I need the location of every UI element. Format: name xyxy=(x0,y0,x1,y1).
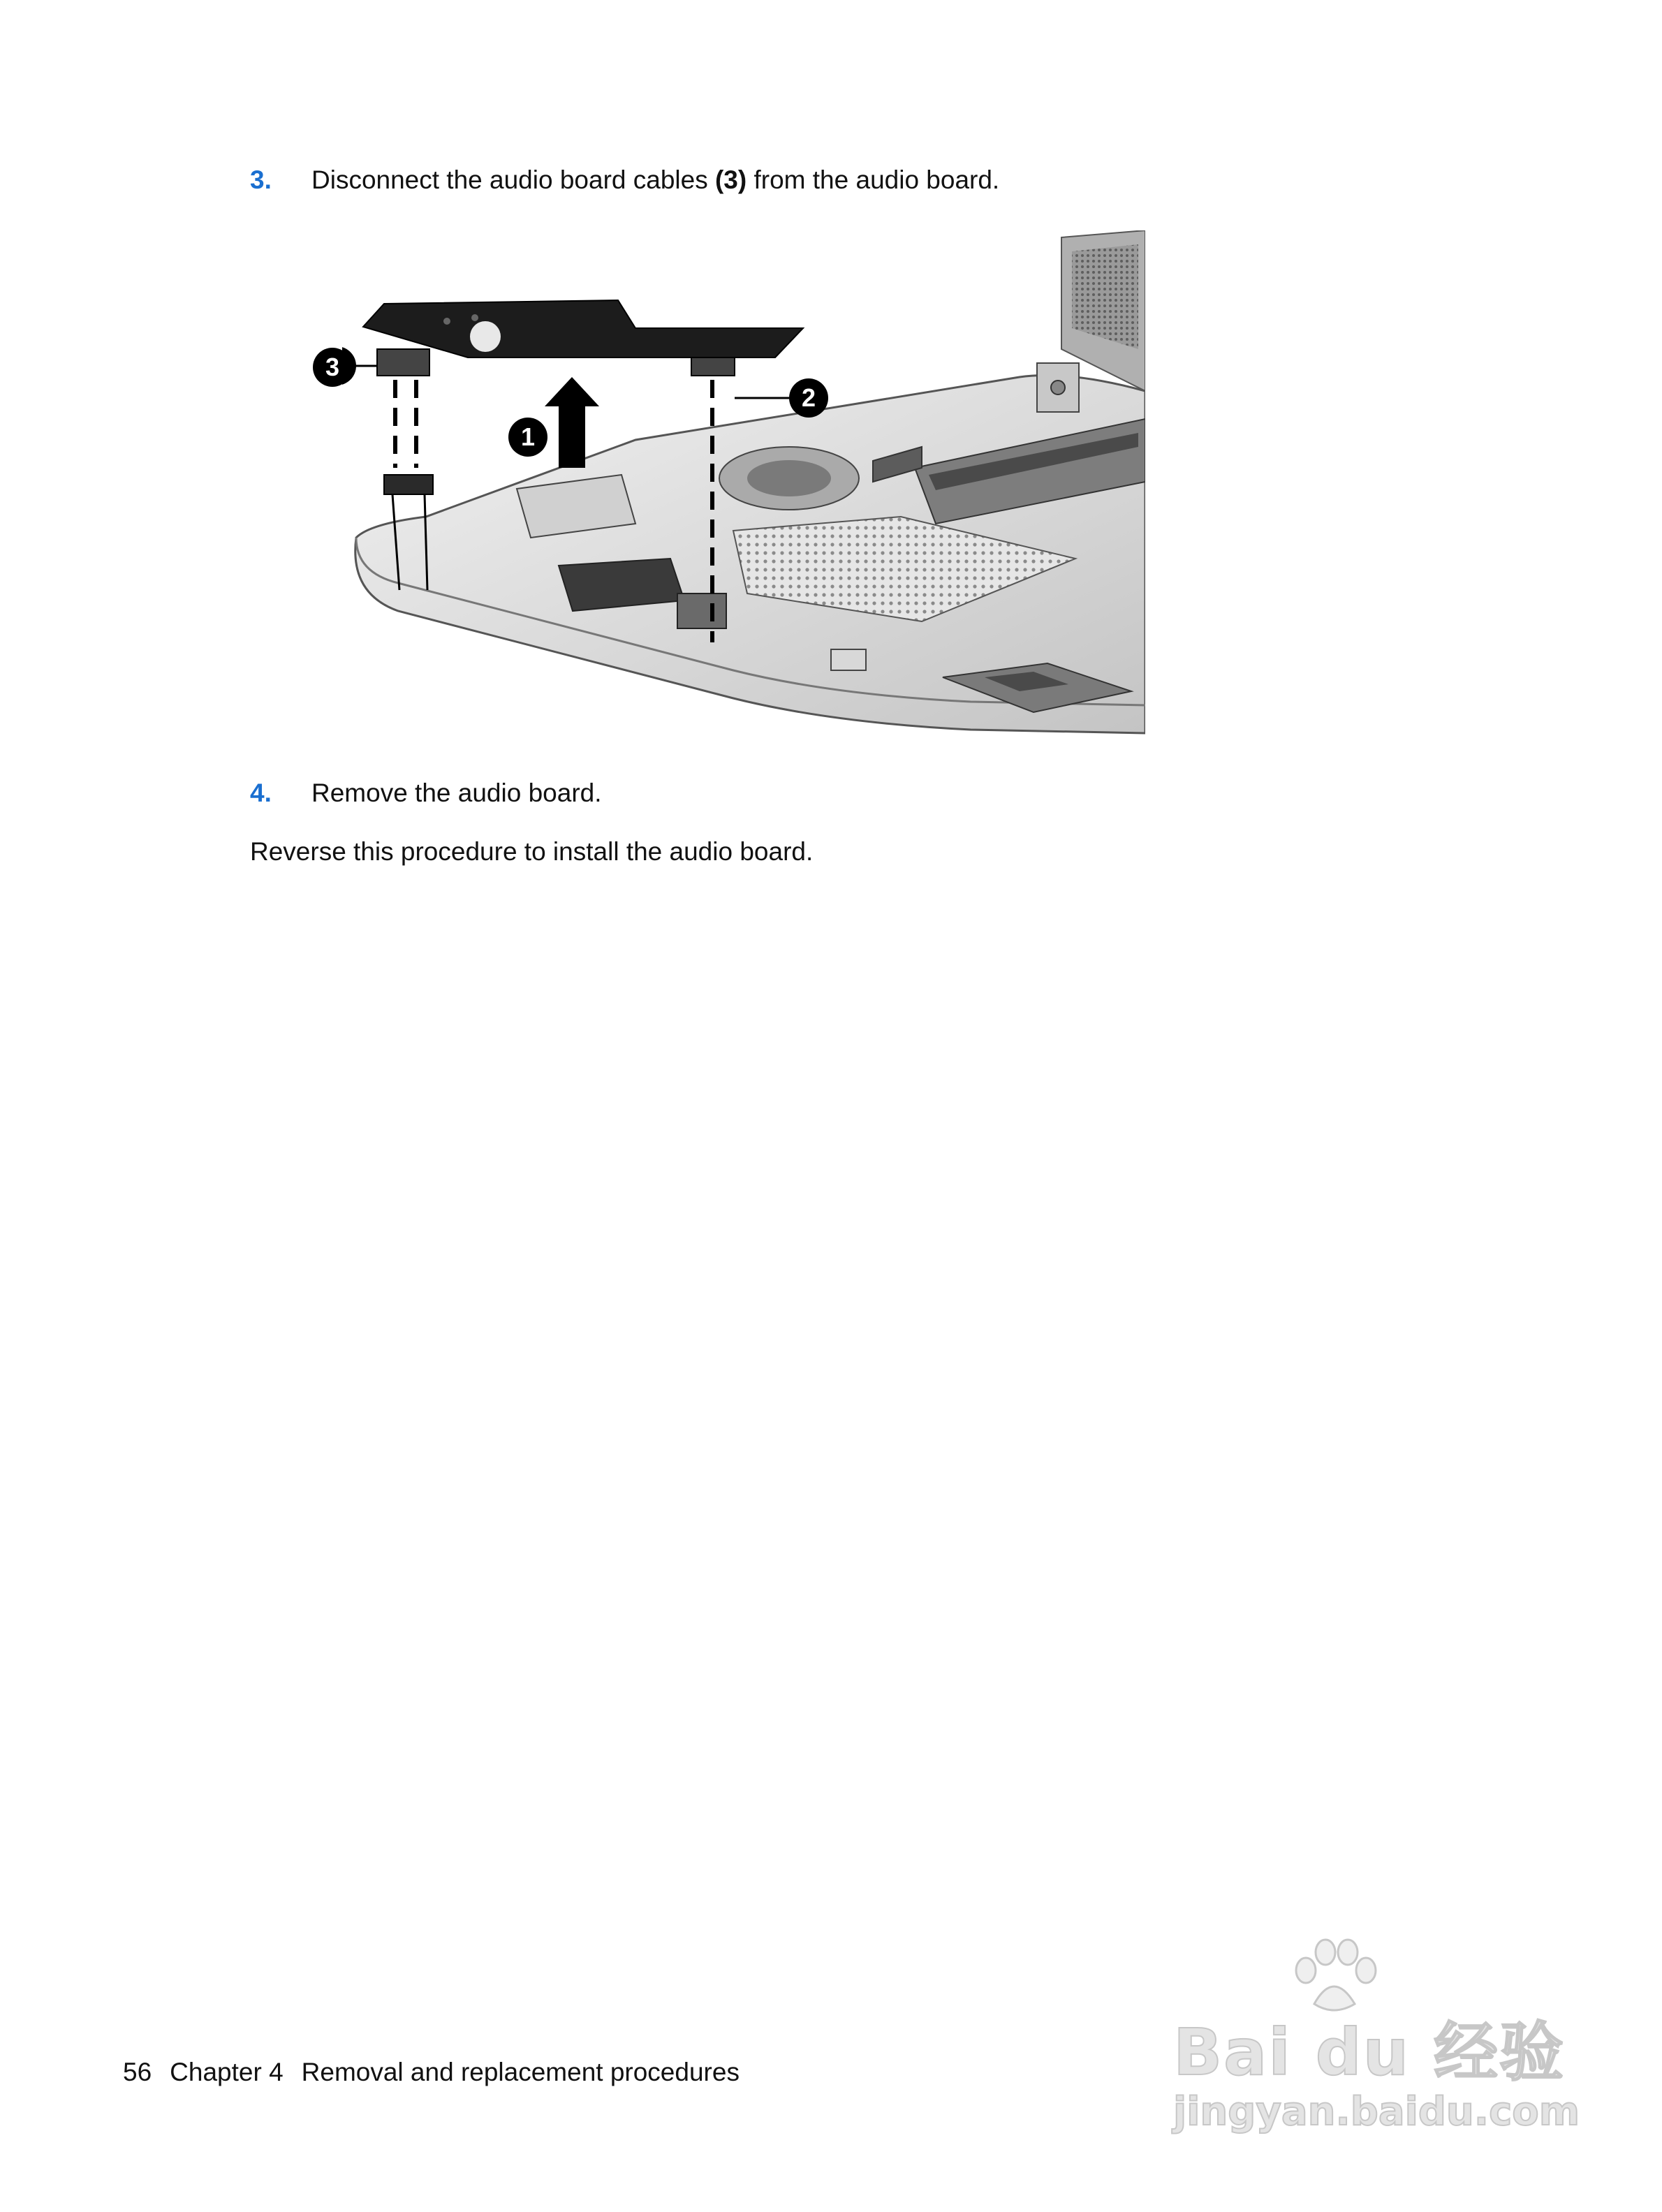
page-number: 56 xyxy=(123,2058,152,2086)
step-text: Remove the audio board. xyxy=(311,779,602,807)
baidu-watermark xyxy=(1159,1934,1580,2144)
watermark-url: jingyan.baidu.com xyxy=(1173,2089,1580,2134)
audio-board-removal-figure xyxy=(342,230,1145,747)
watermark-brand: Bai du 经验 xyxy=(1173,2015,1566,2090)
step-text: Disconnect the audio board cables (3) from the audio board. xyxy=(311,165,1000,194)
callout-badge-1: 1 xyxy=(508,418,547,457)
step-number: 4. xyxy=(250,779,272,807)
reverse-procedure-note: Reverse this procedure to install the audio board. xyxy=(250,837,814,866)
callout-badge-3: 3 xyxy=(313,348,352,387)
step-4 xyxy=(250,778,602,809)
chapter-label: Chapter 4 xyxy=(170,2058,284,2086)
step-number: 3. xyxy=(250,165,272,194)
page-footer xyxy=(123,2057,758,2088)
step-3 xyxy=(250,165,999,196)
chapter-title: Removal and replacement procedures xyxy=(301,2058,740,2086)
callout-badge-2: 2 xyxy=(789,378,828,418)
